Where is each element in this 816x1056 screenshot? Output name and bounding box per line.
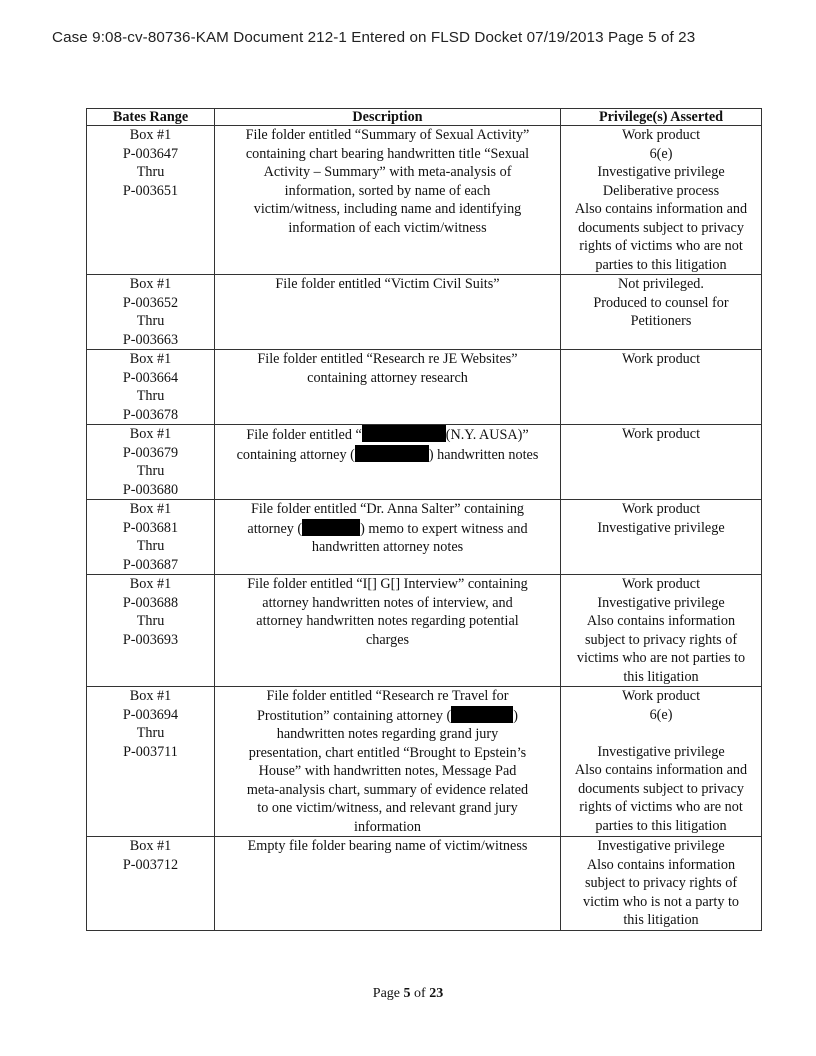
privilege-cell <box>561 575 762 687</box>
description-line <box>218 706 557 726</box>
bates-line: P-003687 <box>122 556 179 573</box>
bates-line: Thru <box>136 388 165 404</box>
table-row <box>87 275 762 350</box>
description-line: containing attorney research <box>307 369 468 386</box>
description-cell <box>215 500 561 575</box>
description-line: File folder entitled “Dr. Anna Salter” containing <box>250 501 525 517</box>
description-line: House” with handwritten notes, Message Pad <box>258 763 517 779</box>
description-line: attorney handwritten notes of interview, and <box>262 594 513 611</box>
page-footer <box>0 986 816 1002</box>
table-header-row <box>87 109 762 126</box>
description-cell <box>215 837 561 931</box>
description-line <box>218 519 557 539</box>
privilege-line: this litigation <box>623 668 699 685</box>
privilege-line: Not privileged. <box>618 276 704 292</box>
bates-range-cell <box>87 687 215 837</box>
description-text: ) <box>513 707 518 724</box>
description-cell <box>215 575 561 687</box>
bates-line: P-003681 <box>122 519 179 536</box>
footer-page-number: 5 <box>403 986 411 1001</box>
description-line: File folder entitled “Victim Civil Suits” <box>275 276 500 292</box>
bates-range-cell <box>87 575 215 687</box>
description-line: information, sorted by name of each <box>284 182 491 199</box>
bates-line: P-003663 <box>122 331 179 348</box>
description-cell <box>215 687 561 837</box>
bates-line: P-003680 <box>122 481 179 498</box>
bates-line: P-003711 <box>123 743 178 760</box>
description-cell <box>215 275 561 350</box>
column-header-bates-range: Bates Range <box>87 109 215 126</box>
privilege-line: parties to this litigation <box>595 817 727 834</box>
table-row <box>87 126 762 275</box>
bates-line: Thru <box>136 313 165 329</box>
privilege-cell <box>561 275 762 350</box>
privilege-line: documents subject to privacy <box>578 219 744 236</box>
privilege-line: rights of victims who are not <box>579 799 743 815</box>
bates-line: Box #1 <box>129 426 172 442</box>
bates-line: P-003647 <box>122 145 179 162</box>
description-cell <box>215 126 561 275</box>
description-line <box>218 445 557 465</box>
bates-line: P-003694 <box>122 706 179 723</box>
bates-line: P-003688 <box>122 594 179 611</box>
privilege-cell <box>561 687 762 837</box>
privilege-line: 6(e) <box>649 706 673 723</box>
privilege-line: Investigative privilege <box>597 838 725 854</box>
description-line: File folder entitled “Research re JE Websites” <box>257 351 518 367</box>
description-line: handwritten notes regarding grand jury <box>276 726 499 742</box>
privilege-line: Also contains information and <box>574 201 748 217</box>
bates-range-cell <box>87 837 215 931</box>
table-row <box>87 350 762 425</box>
bates-line: P-003679 <box>122 444 179 461</box>
privilege-line: Deliberative process <box>602 182 720 199</box>
privilege-cell <box>561 837 762 931</box>
bates-line: P-003664 <box>122 369 179 386</box>
description-line: containing chart bearing handwritten title “Sexual <box>245 145 530 162</box>
bates-line: P-003712 <box>122 856 179 873</box>
footer-page-total: 23 <box>429 986 444 1001</box>
bates-range-cell <box>87 275 215 350</box>
bates-range-cell <box>87 425 215 500</box>
privilege-line: Work product <box>621 127 701 143</box>
bates-line: Box #1 <box>129 838 172 854</box>
privilege-line: subject to privacy rights of <box>584 875 738 891</box>
description-line: attorney handwritten notes regarding potential <box>256 613 519 629</box>
privilege-line: 6(e) <box>649 145 673 162</box>
table-row <box>87 575 762 687</box>
privilege-line: parties to this litigation <box>595 256 727 273</box>
privilege-line: Work product <box>621 351 701 367</box>
column-header-privileges-asserted: Privilege(s) Asserted <box>561 109 762 126</box>
privilege-line: Also contains information and <box>574 762 748 778</box>
bates-line: Box #1 <box>129 576 172 592</box>
privilege-line: Also contains information <box>586 613 736 629</box>
bates-line: Box #1 <box>129 276 172 292</box>
redaction-block <box>451 706 513 723</box>
privilege-line: Investigative privilege <box>597 743 725 760</box>
description-line <box>218 425 557 445</box>
table-row <box>87 687 762 837</box>
privilege-line: Investigative privilege <box>597 594 725 611</box>
description-text: Prostitution” containing attorney ( <box>257 707 452 724</box>
bates-range-cell <box>87 500 215 575</box>
privilege-line: Petitioners <box>630 313 692 329</box>
bates-line: Box #1 <box>129 351 172 367</box>
privilege-cell <box>561 126 762 275</box>
description-text: containing attorney ( <box>236 446 355 463</box>
bates-line: Thru <box>136 164 165 180</box>
description-line: information <box>354 818 421 835</box>
privilege-line: victim who is not a party to <box>582 893 740 910</box>
description-line: File folder entitled “Research re Travel for <box>266 688 509 704</box>
description-line: information of each victim/witness <box>288 219 487 236</box>
redaction-block <box>302 519 360 536</box>
bates-line: Thru <box>136 725 165 741</box>
bates-line: P-003652 <box>122 294 179 311</box>
bates-range-cell <box>87 350 215 425</box>
privilege-line: documents subject to privacy <box>578 780 744 797</box>
description-line: Empty file folder bearing name of victim/witness <box>247 838 528 854</box>
redaction-block <box>362 425 446 442</box>
description-cell <box>215 425 561 500</box>
privilege-line: Produced to counsel for <box>593 294 729 311</box>
table-row <box>87 425 762 500</box>
bates-line: Box #1 <box>129 688 172 704</box>
privilege-line: victims who are not parties to <box>576 650 746 666</box>
description-line: File folder entitled “I[] G[] Interview” containing <box>247 576 528 592</box>
description-line: Activity – Summary” with meta-analysis of <box>263 164 512 180</box>
bates-range-cell <box>87 126 215 275</box>
privilege-line: Work product <box>621 576 701 592</box>
description-line: charges <box>365 631 410 648</box>
description-text: File folder entitled “ <box>246 427 362 443</box>
description-line: File folder entitled “Summary of Sexual Activity” <box>245 127 530 143</box>
bates-line: P-003693 <box>122 631 179 648</box>
description-line: presentation, chart entitled “Brought to Epstein’s <box>248 744 527 761</box>
case-header: Case 9:08-cv-80736-KAM Document 212-1 Entered on FLSD Docket 07/19/2013 Page 5 of 23 <box>52 29 696 46</box>
privilege-cell <box>561 500 762 575</box>
description-line: handwritten attorney notes <box>311 539 464 555</box>
description-text: ) handwritten notes <box>428 446 539 463</box>
description-line: meta-analysis chart, summary of evidence related <box>246 781 529 798</box>
bates-line: P-003651 <box>122 182 179 199</box>
privilege-line: Also contains information <box>586 856 736 873</box>
privilege-line <box>564 724 758 743</box>
privilege-line: Work product <box>621 688 701 704</box>
column-header-description: Description <box>215 109 561 126</box>
bates-line: P-003678 <box>122 406 179 423</box>
description-line: victim/witness, including name and identifying <box>253 201 522 217</box>
privilege-line: this litigation <box>623 912 699 928</box>
redaction-block <box>355 445 429 462</box>
privilege-line: Investigative privilege <box>597 519 725 536</box>
privilege-line: Work product <box>621 426 701 442</box>
privilege-cell <box>561 350 762 425</box>
privilege-line: Investigative privilege <box>597 164 725 180</box>
bates-line: Box #1 <box>129 127 172 143</box>
description-text: attorney ( <box>247 520 303 537</box>
privilege-log-table <box>86 108 762 931</box>
bates-line: Box #1 <box>129 501 172 517</box>
description-line: to one victim/witness, and relevant grand jury <box>257 800 518 816</box>
privilege-line: rights of victims who are not <box>579 238 743 254</box>
description-text: ) memo to expert witness and <box>360 520 528 537</box>
bates-line: Thru <box>136 538 165 554</box>
table-row <box>87 500 762 575</box>
description-text: (N.Y. AUSA)” <box>445 427 529 443</box>
bates-line: Thru <box>136 463 165 479</box>
bates-line: Thru <box>136 613 165 629</box>
privilege-cell <box>561 425 762 500</box>
footer-page-word: Page <box>372 986 404 1001</box>
privilege-line: subject to privacy rights of <box>584 631 738 648</box>
table-row <box>87 837 762 931</box>
description-cell <box>215 350 561 425</box>
footer-of-word: of <box>410 986 430 1001</box>
privilege-line: Work product <box>621 501 701 517</box>
